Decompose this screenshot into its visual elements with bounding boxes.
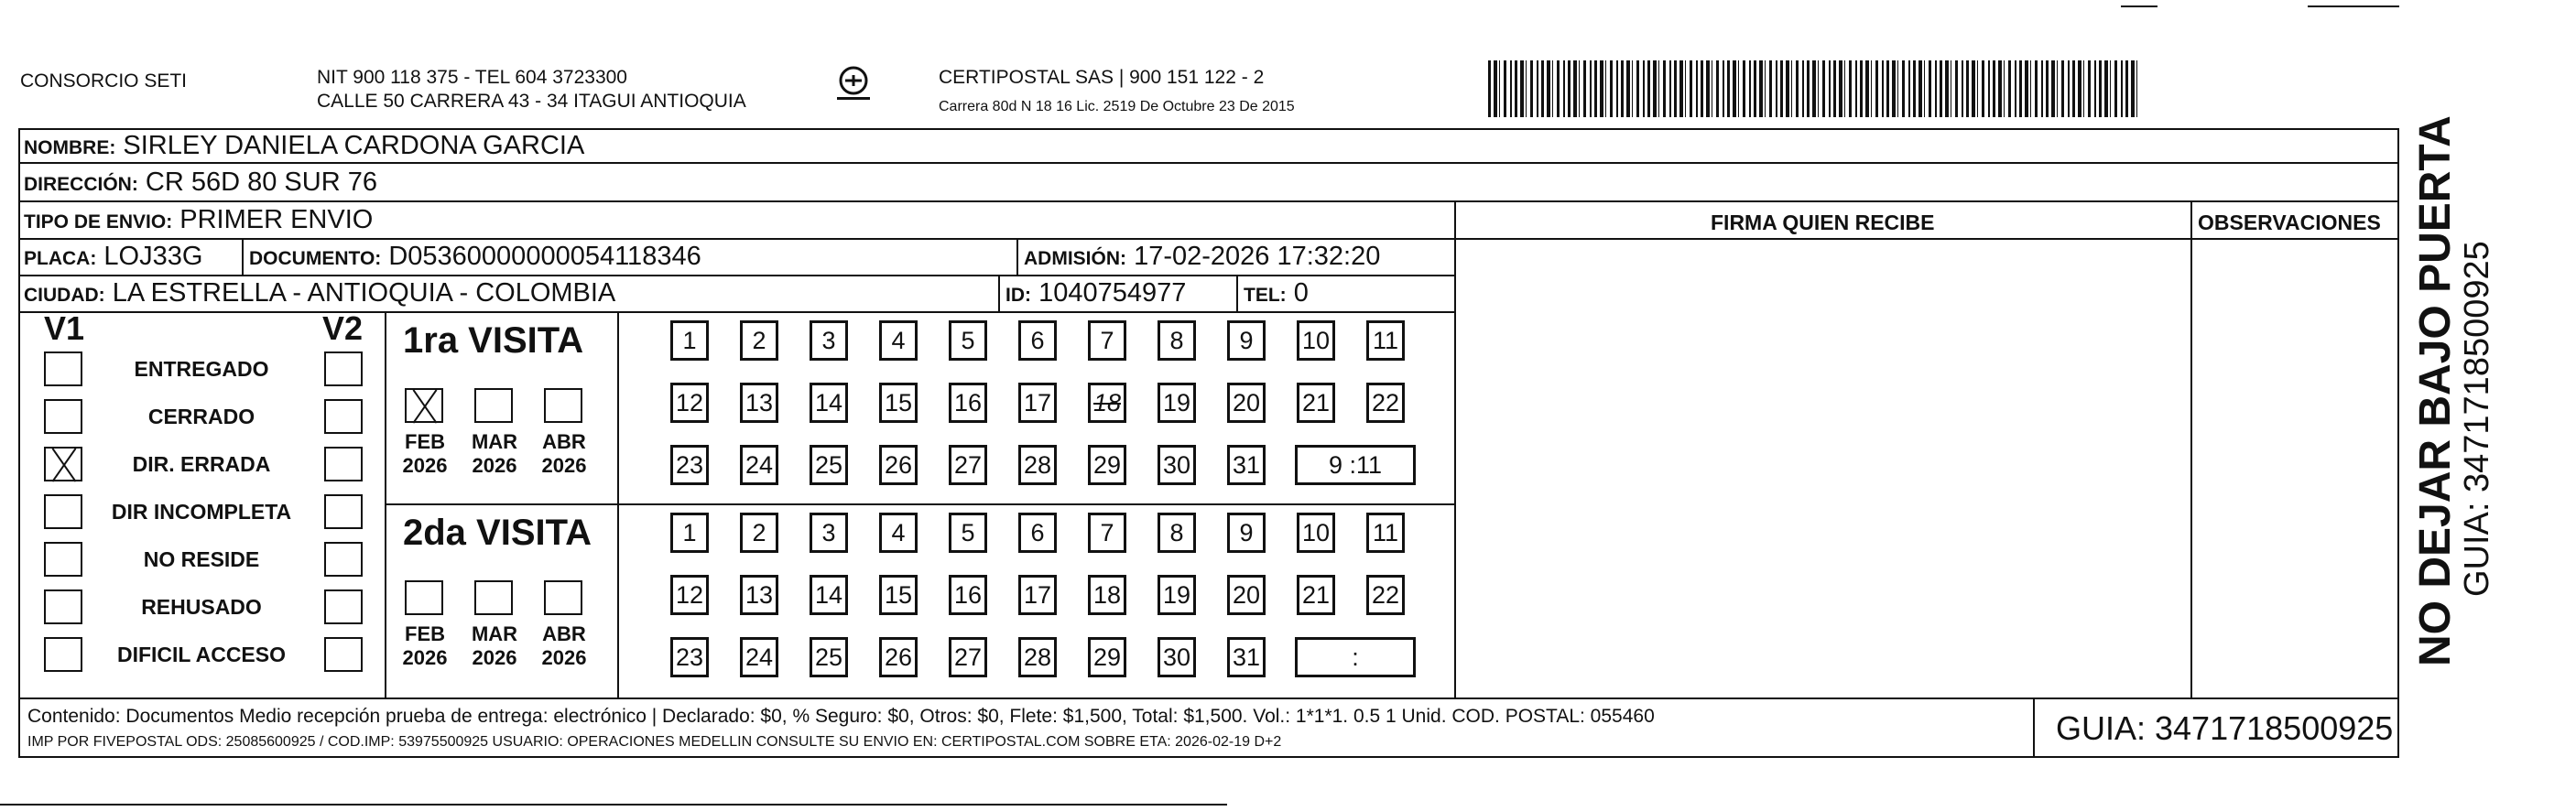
month-checkbox[interactable]: [405, 388, 443, 423]
month-name: ABR: [542, 622, 586, 645]
carrier-address: Carrera 80d N 18 16 Lic. 2519 De Octubre 23 De 2015: [939, 99, 1295, 114]
v2-checkbox[interactable]: [324, 399, 363, 434]
day-box[interactable]: 14: [810, 383, 848, 423]
barcode: [1488, 60, 2138, 117]
v1-checkbox[interactable]: [44, 589, 82, 624]
day-box[interactable]: 8: [1158, 320, 1196, 361]
day-box[interactable]: 17: [1018, 575, 1057, 615]
day-box[interactable]: 1: [670, 320, 709, 361]
day-box[interactable]: 15: [879, 383, 918, 423]
day-box[interactable]: 11: [1366, 320, 1405, 361]
day-box[interactable]: 28: [1018, 637, 1057, 677]
day-box[interactable]: 30: [1158, 445, 1196, 485]
day-box[interactable]: 23: [670, 637, 709, 677]
day-box[interactable]: 12: [670, 575, 709, 615]
day-box[interactable]: 27: [949, 445, 987, 485]
footer-contenido: Contenido: Documentos Medio recepción prueba de entrega: electrónico | Declarado: $0, % Seguro: $0, Otros: $0, Flete: $1,500, Total: $1,500. Vol.: 1*1*1. 0.5 1 Unid. COD. POSTAL: 055460: [27, 706, 1655, 727]
day-box[interactable]: 20: [1227, 383, 1266, 423]
ciudad-value: LA ESTRELLA - ANTIOQUIA - COLOMBIA: [112, 278, 616, 308]
day-box[interactable]: 2: [740, 513, 778, 553]
month-name: FEB: [405, 430, 445, 453]
nombre-value: SIRLEY DANIELA CARDONA GARCIA: [123, 131, 585, 160]
firma-header: FIRMA QUIEN RECIBE: [1711, 211, 1935, 234]
v2-checkbox[interactable]: [324, 637, 363, 672]
first-visit-title: 1ra VISITA: [403, 320, 584, 361]
admision-label: ADMISIÓN:: [1024, 248, 1126, 269]
status-label: REHUSADO: [141, 595, 262, 619]
day-box[interactable]: 28: [1018, 445, 1057, 485]
top-mark: [2308, 5, 2399, 7]
month-year: 2026: [472, 454, 517, 477]
day-box[interactable]: 12: [670, 383, 709, 423]
month-name: ABR: [542, 430, 586, 453]
direccion-row: [24, 168, 377, 198]
day-box[interactable]: 16: [949, 383, 987, 423]
day-box[interactable]: 13: [740, 383, 778, 423]
v1-checkbox[interactable]: [44, 447, 82, 481]
day-box[interactable]: 22: [1366, 575, 1405, 615]
day-box[interactable]: 15: [879, 575, 918, 615]
day-box[interactable]: 4: [879, 320, 918, 361]
direccion-label: DIRECCIÓN:: [24, 174, 138, 195]
documento-label: DOCUMENTO:: [249, 248, 382, 269]
v1-checkbox[interactable]: [44, 542, 82, 577]
month-year: 2026: [541, 646, 587, 669]
month-name: MAR: [471, 430, 518, 453]
day-box[interactable]: 3: [810, 320, 848, 361]
placa-row: [24, 242, 202, 272]
tipo-label: TIPO DE ENVIO:: [24, 211, 173, 232]
tel-label: TEL:: [1244, 285, 1287, 306]
month-name: FEB: [405, 622, 445, 645]
day-box[interactable]: 17: [1018, 383, 1057, 423]
day-box[interactable]: 31: [1227, 637, 1266, 677]
day-box[interactable]: 21: [1297, 575, 1335, 615]
day-box[interactable]: 21: [1297, 383, 1335, 423]
day-box[interactable]: 23: [670, 445, 709, 485]
status-label: DIR. ERRADA: [132, 452, 271, 476]
month-name: MAR: [471, 622, 518, 645]
month-label: [537, 622, 592, 670]
address-line: CALLE 50 CARRERA 43 - 34 ITAGUI ANTIOQUIA: [317, 91, 746, 112]
certipostal-logo-icon: [833, 64, 874, 104]
month-checkbox[interactable]: [474, 388, 513, 423]
day-box[interactable]: 26: [879, 637, 918, 677]
month-label: [467, 430, 522, 478]
status-label: DIR INCOMPLETA: [111, 500, 292, 524]
observaciones-header: OBSERVACIONES: [2198, 211, 2381, 234]
v1-checkbox[interactable]: [44, 637, 82, 672]
bottom-divider: [0, 804, 1227, 806]
day-box[interactable]: 19: [1158, 575, 1196, 615]
day-box[interactable]: 31: [1227, 445, 1266, 485]
day-box[interactable]: 13: [740, 575, 778, 615]
nombre-label: NOMBRE:: [24, 137, 116, 158]
day-box[interactable]: 5: [949, 320, 987, 361]
tipo-row: [24, 205, 373, 235]
day-box[interactable]: 26: [879, 445, 918, 485]
month-label: [537, 430, 592, 478]
id-row: [1005, 278, 1186, 308]
v2-checkbox[interactable]: [324, 542, 363, 577]
ciudad-label: CIUDAD:: [24, 285, 105, 306]
direccion-value: CR 56D 80 SUR 76: [145, 168, 377, 197]
status-label: ENTREGADO: [134, 357, 269, 381]
month-checkbox[interactable]: [405, 580, 443, 615]
month-year: 2026: [541, 454, 587, 477]
day-box[interactable]: 7: [1088, 513, 1126, 553]
ciudad-row: [24, 278, 615, 308]
day-box[interactable]: 10: [1297, 320, 1335, 361]
documento-value: D05360000000054118346: [388, 242, 701, 271]
v1-checkbox[interactable]: [44, 494, 82, 529]
v1-header: V1: [44, 309, 85, 347]
day-box[interactable]: 29: [1088, 637, 1126, 677]
month-label: [397, 430, 452, 478]
day-box[interactable]: 9: [1227, 320, 1266, 361]
v2-checkbox[interactable]: [324, 589, 363, 624]
side-notice: NO DEJAR BAJO PUERTA: [2411, 115, 2460, 666]
day-box[interactable]: 7: [1088, 320, 1126, 361]
day-box[interactable]: 22: [1366, 383, 1405, 423]
month-year: 2026: [402, 454, 448, 477]
visit-time[interactable]: :: [1295, 637, 1416, 677]
day-box[interactable]: 16: [949, 575, 987, 615]
month-checkbox[interactable]: [544, 580, 582, 615]
status-label: NO RESIDE: [143, 547, 260, 571]
footer-imp: IMP POR FIVEPOSTAL ODS: 25085600925 / COD.IMP: 53975500925 USUARIO: OPERACIONES MEDELLIN CONSULTE SU ENVIO EN: CERTIPOSTAL.COM SOBRE ETA: 2026-02-19 D+2: [27, 734, 1282, 750]
day-box[interactable]: 20: [1227, 575, 1266, 615]
day-box[interactable]: 14: [810, 575, 848, 615]
second-visit-title: 2da VISITA: [403, 513, 592, 553]
day-box[interactable]: 19: [1158, 383, 1196, 423]
admision-row: [1024, 242, 1380, 272]
day-box[interactable]: 4: [879, 513, 918, 553]
day-box[interactable]: 18: [1088, 383, 1126, 423]
day-box[interactable]: 9: [1227, 513, 1266, 553]
tel-value: 0: [1293, 278, 1309, 308]
id-label: ID:: [1005, 285, 1031, 306]
visit-time[interactable]: 9 :11: [1295, 445, 1416, 485]
status-label: CERRADO: [147, 405, 255, 428]
admision-value: 17-02-2026 17:32:20: [1134, 242, 1381, 271]
side-guia: GUIA: 3471718500925: [2458, 241, 2496, 597]
month-year: 2026: [472, 646, 517, 669]
id-value: 1040754977: [1038, 278, 1187, 308]
day-box[interactable]: 8: [1158, 513, 1196, 553]
day-box[interactable]: 6: [1018, 320, 1057, 361]
nombre-row: [24, 131, 584, 161]
company-name: CONSORCIO SETI: [20, 70, 188, 92]
month-checkbox[interactable]: [544, 388, 582, 423]
v2-checkbox[interactable]: [324, 351, 363, 386]
footer-guia: GUIA: 3471718500925: [2056, 709, 2394, 747]
v2-checkbox[interactable]: [324, 494, 363, 529]
day-box[interactable]: 2: [740, 320, 778, 361]
day-box[interactable]: 11: [1366, 513, 1405, 553]
documento-row: [249, 242, 701, 272]
day-box[interactable]: 27: [949, 637, 987, 677]
day-box[interactable]: 30: [1158, 637, 1196, 677]
placa-label: PLACA:: [24, 248, 97, 269]
day-box[interactable]: 10: [1297, 513, 1335, 553]
tel-row: [1244, 278, 1309, 308]
carrier-name: CERTIPOSTAL SAS | 900 151 122 - 2: [939, 67, 1265, 88]
day-box[interactable]: 3: [810, 513, 848, 553]
day-box[interactable]: 1: [670, 513, 709, 553]
day-box[interactable]: 29: [1088, 445, 1126, 485]
v1-checkbox[interactable]: [44, 399, 82, 434]
month-label: [467, 622, 522, 670]
v2-checkbox[interactable]: [324, 447, 363, 481]
day-box[interactable]: 25: [810, 445, 848, 485]
nit-line: NIT 900 118 375 - TEL 604 3723300: [317, 67, 627, 88]
day-box[interactable]: 6: [1018, 513, 1057, 553]
day-box[interactable]: 24: [740, 445, 778, 485]
month-year: 2026: [402, 646, 448, 669]
day-box[interactable]: 24: [740, 637, 778, 677]
month-label: [397, 622, 452, 670]
form-frame: [18, 128, 2399, 758]
day-box[interactable]: 18: [1088, 575, 1126, 615]
placa-value: LOJ33G: [103, 242, 203, 271]
tipo-value: PRIMER ENVIO: [179, 205, 374, 234]
status-label: DIFICIL ACCESO: [116, 643, 286, 666]
day-box[interactable]: 5: [949, 513, 987, 553]
month-checkbox[interactable]: [474, 580, 513, 615]
top-mark: [2121, 5, 2158, 7]
day-box[interactable]: 25: [810, 637, 848, 677]
v1-checkbox[interactable]: [44, 351, 82, 386]
v2-header: V2: [322, 309, 364, 347]
